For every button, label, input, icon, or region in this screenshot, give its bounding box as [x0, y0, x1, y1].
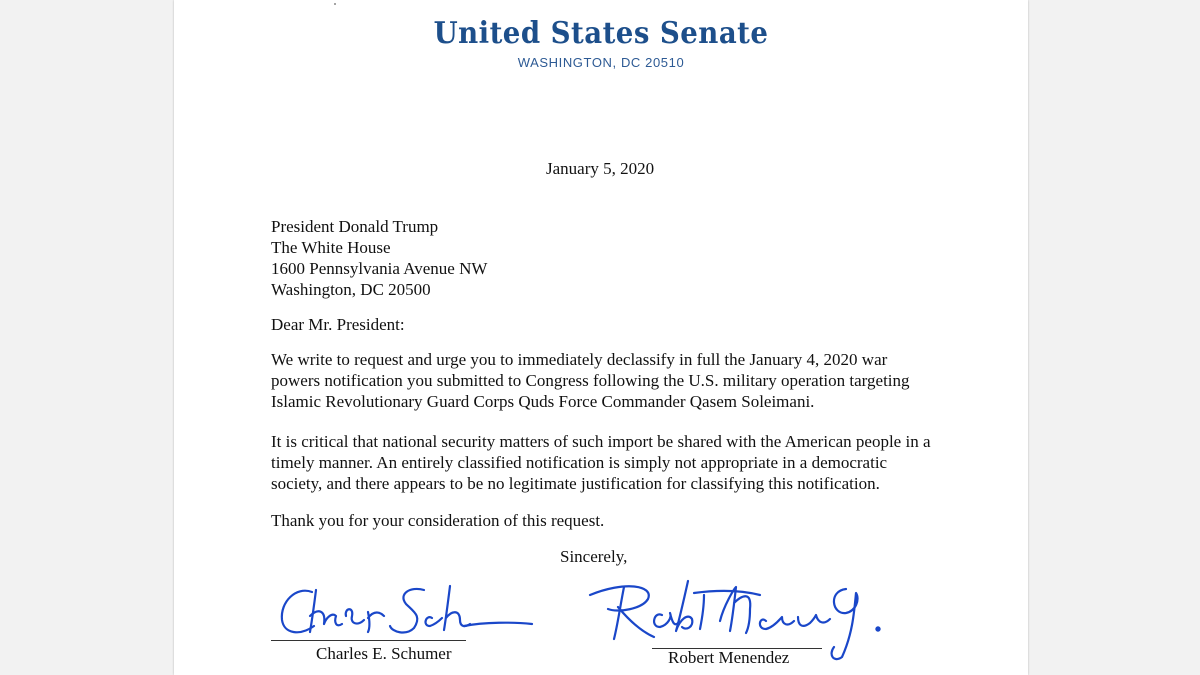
signatory-name: Robert Menendez — [668, 648, 790, 667]
letterhead-address: WASHINGTON, DC 20510 — [517, 55, 685, 70]
paragraph-2 — [271, 431, 931, 494]
paragraph-line: We write to request and urge you to immediately declassify in full the January 4, 2020 war — [271, 350, 888, 369]
paragraph-line: society, and there appears to be no legitimate justification for classifying this notification. — [271, 474, 880, 493]
signature-line — [271, 640, 466, 641]
letter-page — [174, 0, 1028, 675]
address-line: 1600 Pennsylvania Avenue NW — [271, 259, 488, 278]
scan-speck — [334, 3, 336, 5]
signatory-name: Charles E. Schumer — [316, 644, 452, 663]
address-line: The White House — [271, 238, 391, 257]
paragraph-line: It is critical that national security matters of such import be shared with the American people in a — [271, 432, 931, 451]
paragraph-line: Islamic Revolutionary Guard Corps Quds Force Commander Qasem Soleimani. — [271, 392, 815, 411]
letter-date: January 5, 2020 — [546, 159, 655, 178]
letterhead-title: United States Senate — [433, 16, 769, 51]
recipient-address — [271, 216, 487, 300]
address-line: Washington, DC 20500 — [271, 280, 431, 299]
paragraph-line: powers notification you submitted to Congress following the U.S. military operation targeting — [271, 371, 910, 390]
salutation: Dear Mr. President: — [271, 315, 405, 334]
paragraph-1 — [271, 349, 910, 412]
paragraph-3: Thank you for your consideration of this request. — [271, 511, 605, 530]
address-line: President Donald Trump — [271, 217, 439, 236]
paragraph-line: timely manner. An entirely classified notification is simply not appropriate in a democratic — [271, 453, 888, 472]
closing: Sincerely, — [560, 547, 628, 566]
